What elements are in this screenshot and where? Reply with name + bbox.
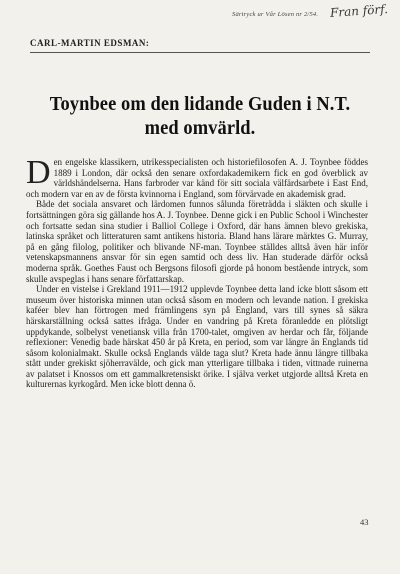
title-line-2: med omvärld. <box>144 117 256 139</box>
paragraph-2: Både det sociala ansvaret och lärdomen funnos sålunda företrädda i släkten och skulle i fortsättningen göra sig gällande hos A. J. Toynbee. Denne gick i en Public School i Winchester och fortsatte sedan sina studier i Balliol College i Oxford, där hans ämnen blevo grekiska, latinska språket och litteraturen samt antikens historia. Bland hans lärare märktes G. Murray, på en gång filolog, politiker och blivande NF-man. Toynbee ställdes alltså även här inför vetenskapsmannens ansvar för sin egen samtid och dess liv. Han studerade därför också moderna språk. Goethes Faust och Bergsons filosofi gjorde på honom bestående intryck, som skulle avspeglas i hans senare författarskap. <box>26 199 368 284</box>
author-name: CARL-MARTIN EDSMAN: <box>30 38 150 48</box>
title-line-1: Toynbee om den lidande Guden i N.T. <box>49 93 351 115</box>
paragraph-1-text: en engelske klassikern, utrikesspecialisten och historiefilosofen A. J. Toynbee föddes 1889 i London, där också den senare oxfordakademikern fick en god överblick av världshändelserna. Hans farbroder var känd för sitt sociala välfärdsarbete i East End, och modern var en av de första kvinnorna i England, som förvärvade en akademisk grad. <box>26 157 368 199</box>
offprint-note: Särtryck ur Vår Lösen nr 2/54. <box>232 11 319 18</box>
paragraph-3: Under en vistelse i Grekland 1911—1912 upplevde Toynbee detta land icke blott såsom ett museum över historiska minnen utan också såsom en modern och levande nation. I grekiska kaféer blev han förtrogen med främlingens syn på England, vars till synes så säkra härskarställning också sattes ifråga. Under en vandring på Kreta föranleddе en plötsligt uppdykande, solbelyst venetiansk villa från 1700-talet, omgiven av herdar och får, följande reflexioner: Venedig bade härskat 450 år på Kreta, en period, som var längre än Englands tid såsom kolonialmakt. Skulle också Englands välde taga slut? Kreta hade ännu längre tillbaka stått under grekiskt sjöherravälde, och gick man ytterligare tillbaka i tiden, vittnade ruinerna av palatset i Knossos om ett gammalkretensiskt örike. I själva verket utgjorde alltså Kreta en kulturernas kyrkogård. Men icke blott denna ö. <box>26 284 368 390</box>
drop-cap: D <box>26 154 51 191</box>
handwritten-dedication: Fran förf. <box>329 1 389 21</box>
paragraph-1 <box>26 154 368 199</box>
article-body <box>26 154 368 390</box>
article-title <box>38 92 362 140</box>
page-number: 43 <box>360 517 369 527</box>
author-divider <box>30 52 370 53</box>
